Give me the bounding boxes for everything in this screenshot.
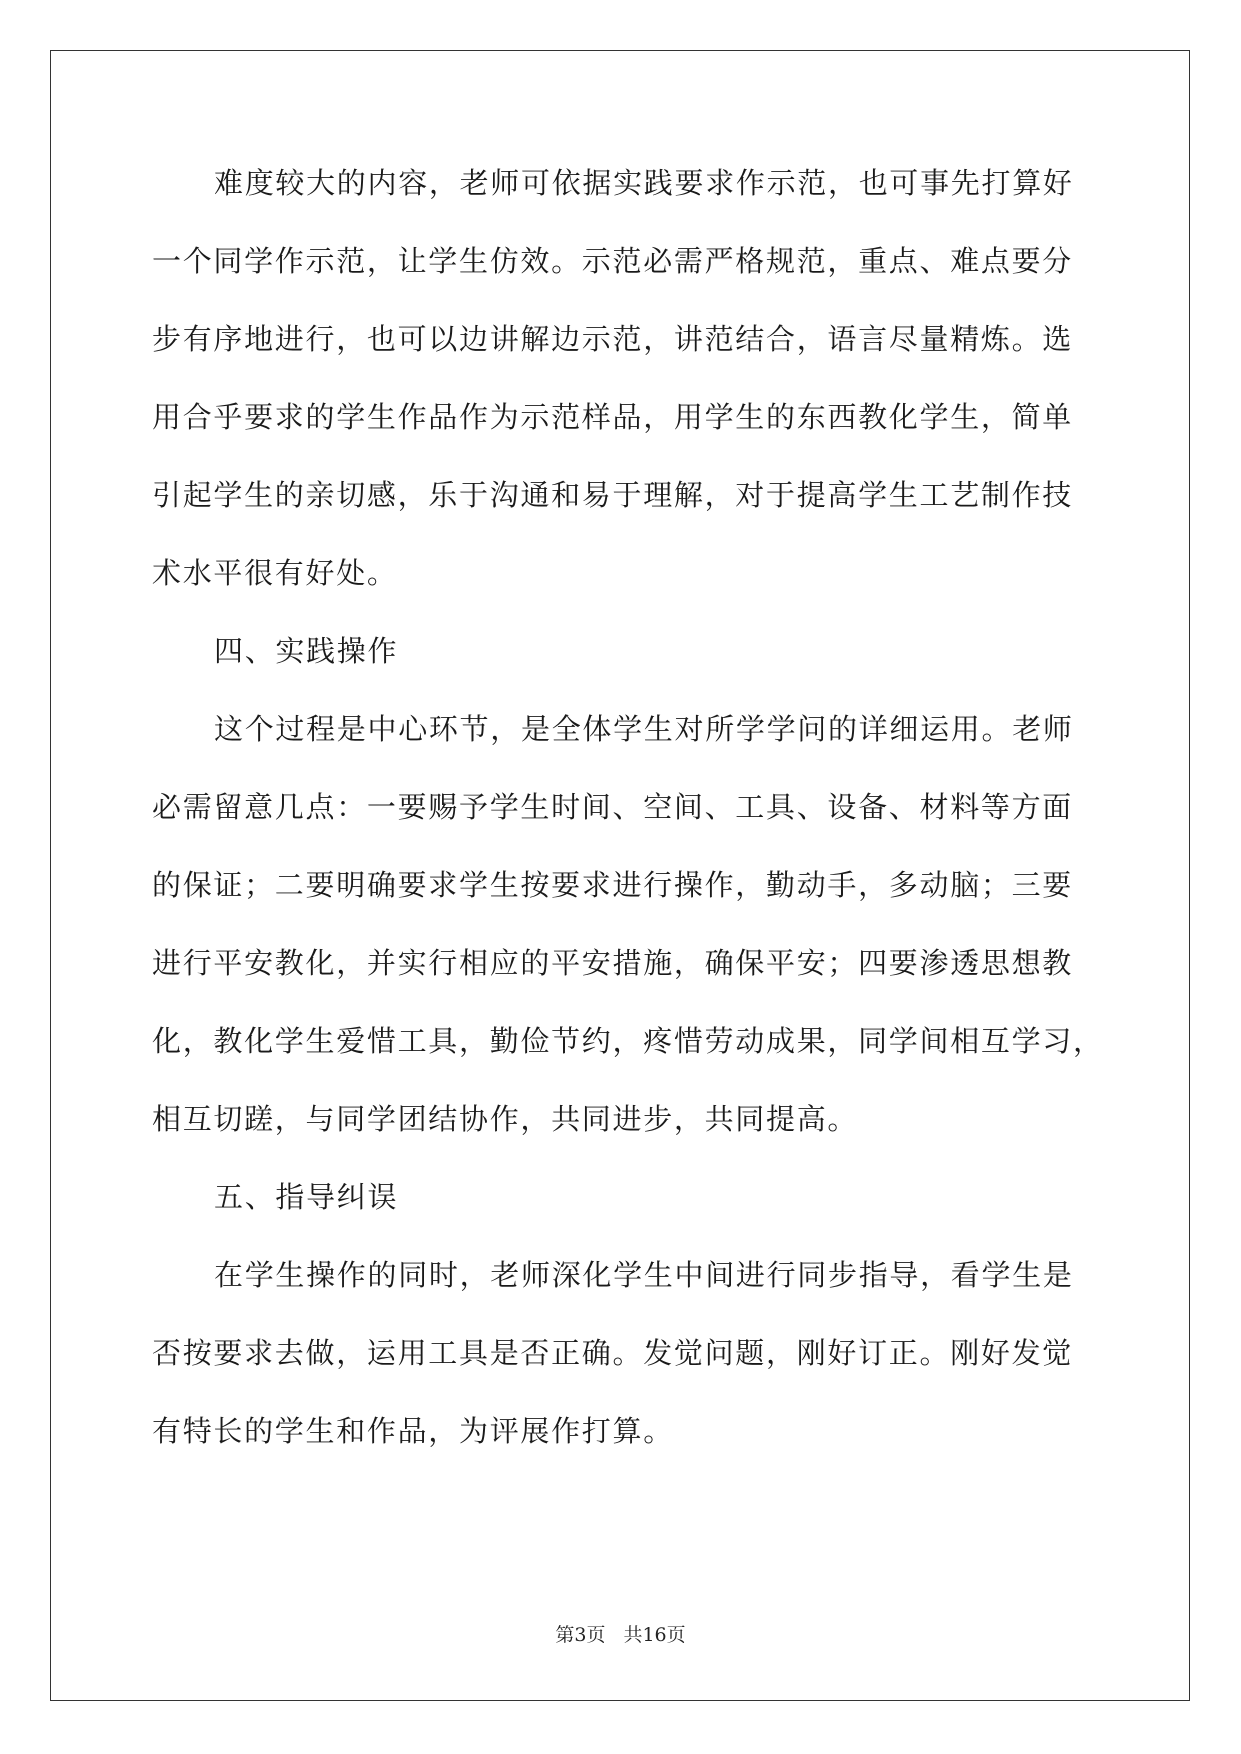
section-heading: 四、实践操作 [214,634,399,668]
page-number: 第3页 [555,1624,606,1646]
paragraph-line: 一个同学作示范，让学生仿效。示范必需严格规范，重点、难点要分 [152,244,1074,278]
paragraph-line: 否按要求去做，运用工具是否正确。发觉问题，刚好订正。刚好发觉 [152,1336,1074,1370]
page-total: 共16页 [623,1624,686,1646]
paragraph-line: 步有序地进行，也可以边讲解边示范，讲范结合，语言尽量精炼。选 [152,322,1074,356]
paragraph-line: 难度较大的内容，老师可依据实践要求作示范，也可事先打算好 [214,166,1074,200]
paragraph-line: 术水平很有好处。 [152,556,398,590]
paragraph-line: 相互切蹉，与同学团结协作，共同进步，共同提高。 [152,1102,859,1136]
paragraph-line: 必需留意几点：一要赐予学生时间、空间、工具、设备、材料等方面 [152,790,1074,824]
section-heading: 五、指导纠误 [214,1180,399,1214]
page-footer [0,1620,1241,1647]
paragraph-line: 的保证；二要明确要求学生按要求进行操作，勤动手，多动脑；三要 [152,868,1074,902]
paragraph-line: 引起学生的亲切感，乐于沟通和易于理解，对于提高学生工艺制作技 [152,478,1074,512]
paragraph-line: 用合乎要求的学生作品作为示范样品，用学生的东西教化学生，简单 [152,400,1074,434]
paragraph-line: 这个过程是中心环节，是全体学生对所学学问的详细运用。老师 [214,712,1074,746]
paragraph-line: 有特长的学生和作品，为评展作打算。 [152,1414,674,1448]
paragraph-line: 化，教化学生爱惜工具，勤俭节约，疼惜劳动成果，同学间相互学习， [152,1024,1104,1058]
paragraph-line: 进行平安教化，并实行相应的平安措施，确保平安；四要渗透思想教 [152,946,1074,980]
paragraph-line: 在学生操作的同时，老师深化学生中间进行同步指导，看学生是 [214,1258,1074,1292]
